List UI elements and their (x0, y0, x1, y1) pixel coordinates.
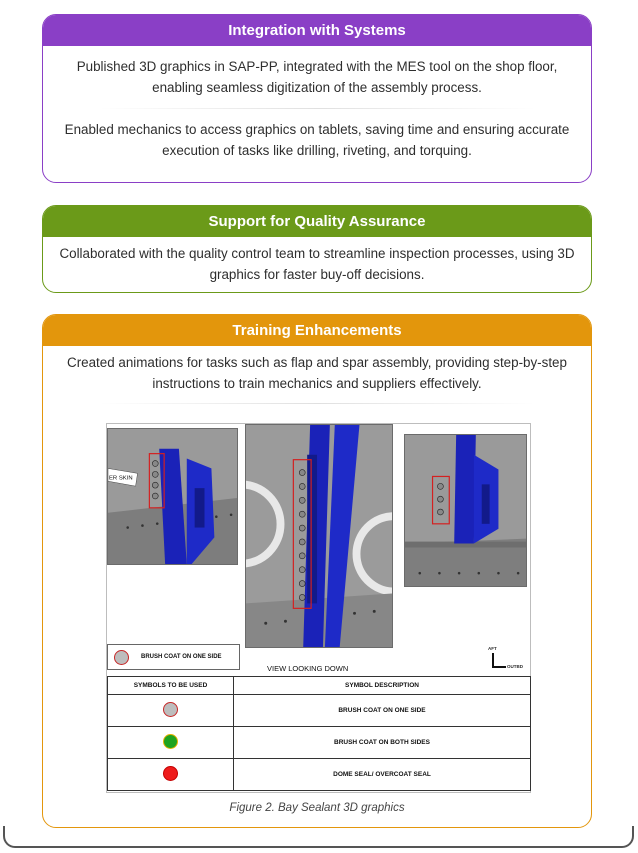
compass (487, 646, 527, 670)
quality-title: Support for Quality Assurance (43, 206, 591, 237)
view-label: VIEW LOOKING DOWN (267, 664, 349, 673)
training-title: Training Enhancements (43, 315, 591, 346)
green-circle-icon (163, 734, 178, 749)
divider (98, 108, 536, 109)
compass-outbd-label: OUTBD (507, 664, 523, 669)
table-row (108, 727, 531, 759)
gray-circle-icon (114, 650, 129, 665)
figure-caption: Figure 2. Bay Sealant 3D graphics (229, 802, 405, 814)
training-paragraph: Created animations for tasks such as flap and spar assembly, providing step-by-step instructions to train mechanics and suppliers effectively. (67, 355, 567, 391)
table-row (108, 695, 531, 727)
table-cell-description: BRUSH COAT ON ONE SIDE (234, 695, 531, 727)
page-frame (3, 826, 634, 848)
table-row (108, 759, 531, 791)
compass-arrow-up-icon (492, 653, 494, 667)
integration-title: Integration with Systems (43, 15, 591, 46)
red-circle-icon (163, 766, 178, 781)
training-card (42, 314, 592, 828)
quality-card (42, 205, 592, 293)
skin-label: ER SKIN (108, 475, 133, 482)
table-header-symbols: SYMBOLS TO BE USED (108, 677, 234, 695)
table-cell-description: DOME SEAL/ OVERCOAT SEAL (234, 759, 531, 791)
legend-label: BRUSH COAT ON ONE SIDE (141, 654, 222, 660)
table-header-row (108, 677, 531, 695)
symbol-table (107, 676, 531, 791)
table-header-description: SYMBOL DESCRIPTION (234, 677, 531, 695)
bay-sealant-figure (106, 423, 531, 793)
compass-arrow-right-icon (492, 666, 506, 668)
sealant-render-center (245, 424, 393, 648)
table-cell-description: BRUSH COAT ON BOTH SIDES (234, 727, 531, 759)
integration-paragraph-2: Enabled mechanics to access graphics on tablets, saving time and ensuring accurate execution of tasks like drilling, riveting, and torquing. (64, 122, 570, 158)
compass-aft-label: AFT (488, 646, 497, 651)
divider (98, 403, 536, 404)
sealant-render-left (107, 428, 238, 565)
integration-paragraph-1: Published 3D graphics in SAP-PP, integrated with the MES tool on the shop floor, enabling seamless digitization of the assembly process. (76, 59, 558, 95)
sealant-render-right (404, 434, 527, 587)
integration-card (42, 14, 592, 183)
quality-paragraph: Collaborated with the quality control team to streamline inspection processes, using 3D graphics for faster buy-off decisions. (59, 246, 575, 282)
legend-box (107, 644, 240, 670)
gray-circle-icon (163, 702, 178, 717)
